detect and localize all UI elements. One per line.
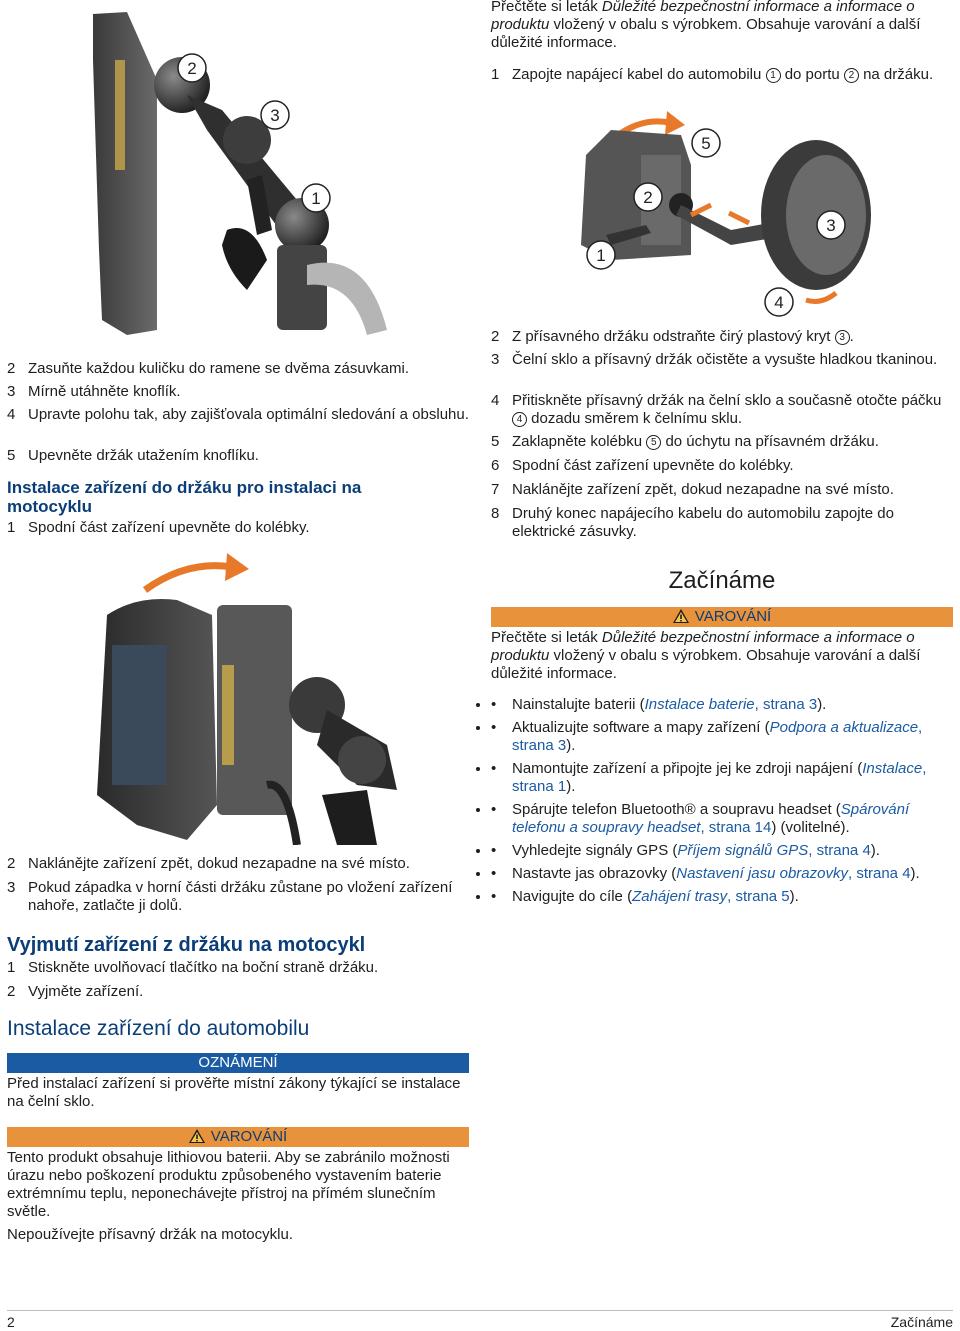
callout-inline-2: 2 — [844, 68, 859, 83]
top-safety-text: Přečtěte si leták Důležité bezpečnostní informace a informace o produktu vložený v obalu s výrobkem. Obsahuje varování a další důležité informace. — [491, 0, 921, 51]
link-battery[interactable]: Instalace baterie — [644, 696, 755, 713]
car-step-4: 4 Přitiskněte přísavný držák na čelní sklo a současně otočte páčku 4 dozadu směrem k čelnímu sklu. — [491, 392, 942, 427]
link-page[interactable]: , strana 14 — [700, 819, 772, 836]
page-number: 2 — [7, 1314, 15, 1330]
link-install[interactable]: Instalace — [862, 760, 923, 777]
car-step-5: 5 Zaklapněte kolébku 5 do úchytu na přísavném držáku. — [491, 433, 879, 450]
svg-text:2: 2 — [187, 59, 197, 78]
moto-mount-illustration — [7, 0, 469, 345]
step-a-5: 5 Upevněte držák utažením knoflíku. — [7, 447, 259, 464]
link-support[interactable]: Podpora a aktualizace — [769, 719, 919, 736]
list-item: • • Navigujte do cíle (Zahájení trasy, strana 5). — [491, 888, 953, 906]
svg-text:4: 4 — [774, 293, 784, 312]
warning-bar: VAROVÁNÍ — [7, 1127, 469, 1147]
footer-section: Začínáme — [890, 1314, 953, 1330]
svg-text:3: 3 — [270, 106, 280, 125]
getting-started-list — [491, 696, 953, 911]
callout-inline-1: 1 — [766, 68, 781, 83]
callout-inline-5: 5 — [646, 435, 661, 450]
link-page[interactable]: , strana 4 — [848, 865, 911, 882]
step-moto-1: 1 Spodní část zařízení upevněte do kolébky. — [7, 519, 310, 536]
step-b-3: 3 Pokud západka v horní části držáku zůstane po vložení zařízení nahoře, zatlačte ji dolů. — [7, 879, 453, 914]
suction-mount-illustration — [551, 105, 911, 320]
list-item: • • Vyhledejte signály GPS (Příjem signálů GPS, strana 4). — [491, 842, 953, 860]
list-item: • • Spárujte telefon Bluetooth® a soupravu headset (Spárování telefonu a soupravy headset, strana 14) (volitelné). — [491, 801, 953, 837]
callout-5 — [692, 129, 720, 157]
car-step-7: 7 Naklánějte zařízení zpět, dokud nezapadne na své místo. — [491, 481, 894, 498]
car-step-8: 8 Druhý konec napájecího kabelu do automobilu zapojte do elektrické zásuvky. — [491, 505, 894, 540]
car-step-2: 2 Z přísavného držáku odstraňte čirý plastový kryt 3 . — [491, 328, 854, 345]
notice-text: Před instalací zařízení si prověřte místní zákony týkající se instalace na čelní sklo. — [7, 1075, 461, 1110]
car-step-3: 3 Čelní sklo a přísavný držák očistěte a vysušte hladkou tkaninou. — [491, 351, 938, 368]
link-page[interactable]: , strana 1 — [512, 760, 927, 795]
list-item: • • Namontujte zařízení a připojte jej ke zdroji napájení (Instalace, strana 1). — [491, 760, 953, 796]
remove-heading: Vyjmutí zařízení z držáku na motocykl — [7, 934, 366, 956]
no-suction-moto-text: Nepoužívejte přísavný držák na motocyklu. — [7, 1226, 293, 1243]
callout-3 — [261, 101, 289, 129]
link-gps[interactable]: Příjem signálů GPS — [677, 842, 809, 859]
link-route[interactable]: Zahájení trasy — [632, 888, 728, 905]
callout-1 — [587, 241, 615, 269]
device-in-cradle-illustration — [67, 545, 447, 845]
step-c-2: 2 Vyjměte zařízení. — [7, 983, 144, 1000]
step-a-2: 2 Zasuňte každou kuličku do ramene se dvěma zásuvkami. — [7, 360, 410, 377]
notice-bar: OZNÁMENÍ — [7, 1053, 469, 1073]
warning-icon — [673, 609, 689, 623]
car-step-1: 1 Zapojte napájecí kabel do automobilu 1 do portu 2 na držáku. — [491, 66, 934, 83]
callout-2 — [178, 54, 206, 82]
step-b-2: 2 Nakláněјte zařízení zpět, dokud nezapadne na své místo. — [7, 855, 410, 872]
step-c-1: 1 Stiskněte uvolňovací tlačítko na boční straně držáku. — [7, 959, 379, 976]
svg-text:1: 1 — [311, 189, 321, 208]
callout-1 — [302, 184, 330, 212]
start-heading: Začínáme — [668, 567, 776, 594]
link-page[interactable]: , strana 5 — [727, 888, 790, 905]
moto-install-heading: Instalace zařízení do držáku pro instalaci na motocyklu — [7, 478, 362, 516]
car-install-heading: Instalace zařízení do automobilu — [7, 1017, 310, 1040]
start-warning-text: Přečtěte si leták Důležité bezpečnostní informace a informace o produktu vložený v obalu s výrobkem. Obsahuje varování a další důležité informace. — [491, 629, 921, 682]
warning-icon — [189, 1129, 205, 1143]
callout-2 — [634, 183, 662, 211]
warning-bar: VAROVÁNÍ — [491, 607, 953, 627]
list-item: • • Aktualizujte software a mapy zařízení (Podpora a aktualizace, strana 3). — [491, 719, 953, 755]
callout-inline-3: 3 — [835, 330, 850, 345]
svg-text:1: 1 — [596, 246, 606, 265]
step-a-3: 3 Mírně utáhněte knoflík. — [7, 383, 181, 400]
callout-inline-4: 4 — [512, 412, 527, 427]
step-a-4: 4 Upravte polohu tak, aby zajišťovala optimální sledování a obsluhu. — [7, 406, 469, 423]
svg-text:2: 2 — [643, 188, 653, 207]
link-page[interactable]: , strana 4 — [808, 842, 871, 859]
list-item: • • Nastavte jas obrazovky (Nastavení jasu obrazovky, strana 4). — [491, 865, 953, 883]
link-brightness[interactable]: Nastavení jasu obrazovky — [676, 865, 848, 882]
footer-rule — [7, 1310, 953, 1311]
svg-text:3: 3 — [826, 216, 836, 235]
callout-4 — [765, 288, 793, 316]
car-step-6: 6 Spodní část zařízení upevněte do kolébky. — [491, 457, 794, 474]
list-item: • • Nainstalujte baterii (Instalace baterie, strana 3). — [491, 696, 953, 714]
callout-3 — [817, 211, 845, 239]
link-page[interactable]: , strana 3 — [512, 719, 923, 754]
link-page[interactable]: , strana 3 — [754, 696, 818, 713]
warning-text: Tento produkt obsahuje lithiovou baterii. Aby se zabránilo možnosti úrazu nebo poškození produktu způsobeného vystavením baterie extrémnímu teplu, neponechávejte přístroj na přímém slunečním světle. — [7, 1149, 450, 1220]
link-pairing[interactable]: Spárování telefonu a soupravy headset — [512, 801, 910, 836]
svg-text:5: 5 — [701, 134, 711, 153]
